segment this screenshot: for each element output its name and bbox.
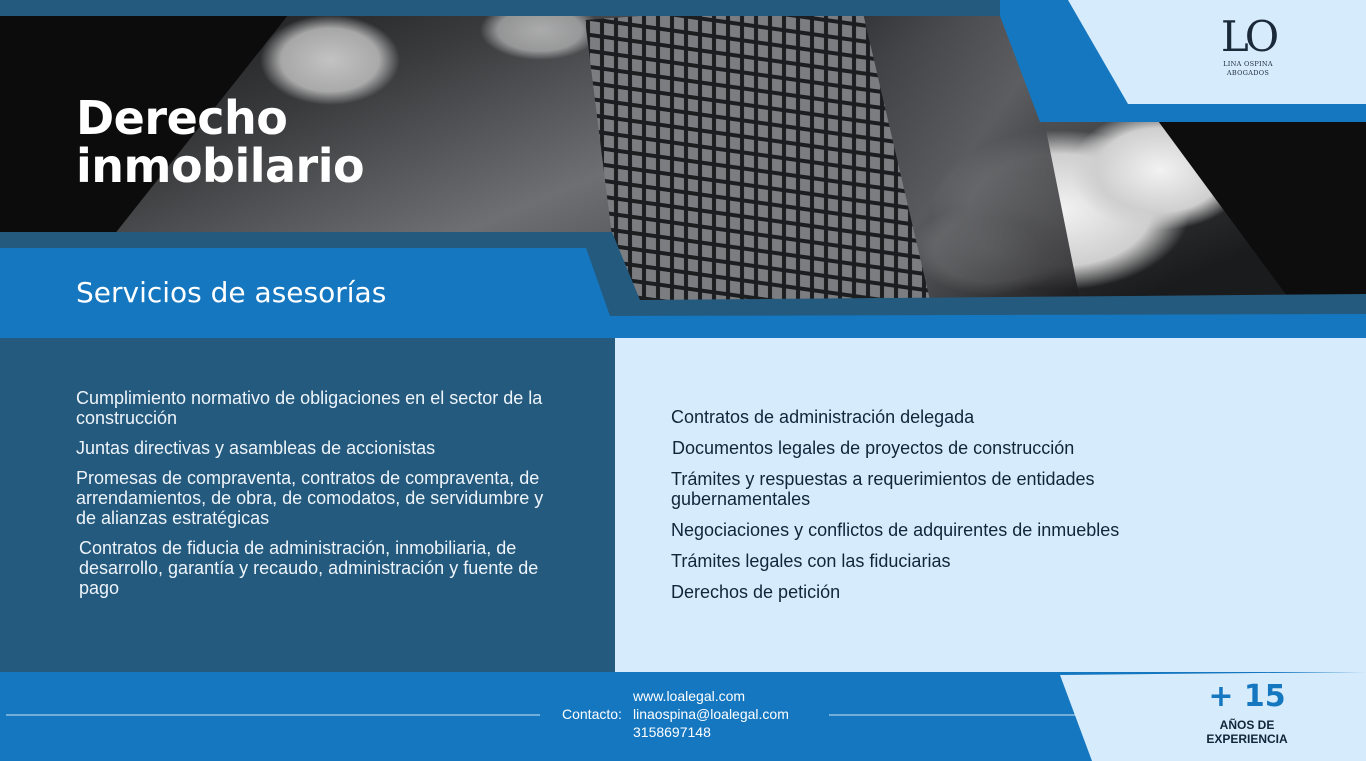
- website-link[interactable]: www.loalegal.com: [633, 688, 746, 704]
- logo-mark: LO: [1220, 12, 1276, 61]
- list-item: Derechos de petición: [671, 582, 841, 602]
- experience-label: AÑOS DE EXPERIENCIA: [1206, 718, 1288, 746]
- email-link[interactable]: linaospina@loalegal.com: [633, 706, 789, 722]
- list-item: Trámites legales con las fiduciarias: [671, 551, 951, 571]
- list-item: Contratos de fiducia de administración, inmobiliaria, de desarrollo, garantía y recaudo, administración y fuente de pago: [79, 538, 539, 598]
- list-item: Documentos legales de proyectos de construcción: [672, 438, 1075, 458]
- logo: [1210, 14, 1286, 78]
- section-subtitle: Servicios de asesorías: [76, 276, 387, 309]
- list-item: Juntas directivas y asambleas de accionistas: [76, 438, 436, 458]
- experience-years: + 15: [1208, 679, 1286, 714]
- phone-number: 3158697148: [633, 724, 711, 740]
- page-title: Derecho inmobilario: [76, 91, 365, 193]
- list-item: Contratos de administración delegada: [671, 407, 975, 427]
- list-item: Promesas de compraventa, contratos de compraventa, de arrendamientos, de obra, de comodatos, de servidumbre y de alianzas estratégicas: [76, 468, 544, 528]
- logo-name-line2: ABOGADOS: [1226, 69, 1270, 77]
- list-item: Negociaciones y conflictos de adquirentes de inmuebles: [671, 520, 1120, 540]
- list-item: Trámites y respuestas a requerimientos de entidades gubernamentales: [671, 469, 1095, 509]
- contact-label: Contacto:: [562, 706, 622, 722]
- experience-badge: [1186, 680, 1308, 746]
- services-list-left: [76, 388, 546, 608]
- list-item: Cumplimiento normativo de obligaciones en el sector de la construcción: [76, 388, 543, 428]
- logo-name-line1: LINA OSPINA: [1223, 60, 1273, 68]
- services-list-right: [671, 407, 1231, 613]
